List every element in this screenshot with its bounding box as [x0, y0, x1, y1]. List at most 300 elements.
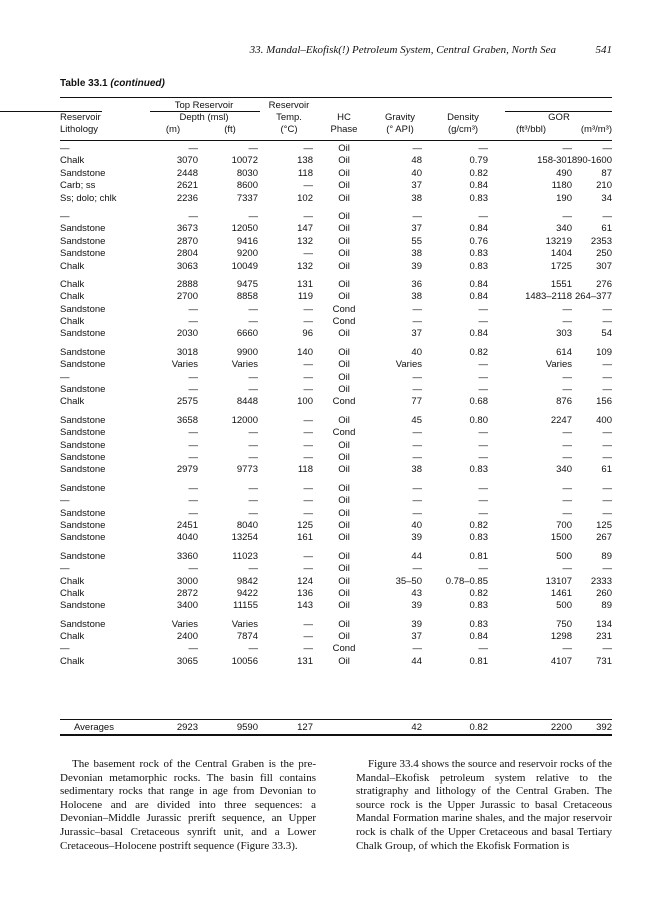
header-temp: Temp.	[276, 112, 302, 123]
cell-density: 0.81	[469, 655, 488, 667]
cell-density: —	[478, 303, 488, 315]
cell-gor-m3m3: 267	[596, 532, 612, 544]
averages-depth-ft: 9590	[236, 722, 258, 733]
cell-depth-ft: —	[248, 439, 258, 451]
cell-temp: —	[303, 631, 313, 643]
header-phase: Phase	[330, 124, 358, 135]
cell-density: 0.82	[469, 519, 488, 531]
table-row	[60, 631, 612, 643]
cell-gor-ft3bbl: 1298	[550, 631, 572, 643]
table-row	[60, 619, 612, 631]
cell-gravity: 37	[411, 328, 422, 340]
averages-gor-m3m3: 392	[596, 722, 612, 733]
cell-lithology: Chalk	[60, 155, 85, 167]
table-row	[60, 588, 612, 600]
cell-gravity: 36	[411, 278, 422, 290]
cell-phase: Oil	[338, 346, 350, 358]
cell-depth-m: 3000	[176, 575, 198, 587]
cell-depth-ft: 9773	[236, 464, 258, 476]
table-row	[60, 440, 612, 452]
cell-lithology: Sandstone	[60, 507, 106, 519]
cell-gor-ft3bbl: —	[562, 210, 572, 222]
cell-lithology: Chalk	[60, 291, 85, 303]
cell-lithology: Sandstone	[60, 235, 106, 247]
table-row	[60, 347, 612, 359]
cell-phase: Oil	[338, 655, 350, 667]
table-row	[60, 328, 612, 340]
cell-gor-m3m3: 890-1600	[571, 155, 612, 167]
cell-depth-ft: 9422	[236, 587, 258, 599]
cell-density: 0.83	[469, 192, 488, 204]
cell-gor-m3m3: 210	[596, 180, 612, 192]
cell-temp: 132	[297, 235, 313, 247]
cell-gor-m3m3: 2353	[590, 235, 612, 247]
cell-temp: 138	[297, 155, 313, 167]
cell-gravity: —	[412, 427, 422, 439]
table-averages-rule	[60, 719, 612, 720]
cell-gor-ft3bbl: —	[562, 427, 572, 439]
cell-phase: Oil	[338, 519, 350, 531]
cell-depth-m: 2451	[176, 519, 198, 531]
cell-depth-ft: Varies	[231, 359, 258, 371]
cell-depth-ft: —	[248, 316, 258, 328]
cell-phase: Oil	[338, 600, 350, 612]
cell-depth-m: 3070	[176, 155, 198, 167]
cell-gor-ft3bbl: 340	[556, 464, 572, 476]
cell-gor-m3m3: 61	[601, 464, 612, 476]
cell-gor-ft3bbl: 1404	[550, 248, 572, 260]
cell-gor-m3m3: —	[602, 427, 612, 439]
cell-depth-m: Varies	[171, 618, 198, 630]
cell-density: —	[478, 643, 488, 655]
table-caption	[60, 78, 165, 89]
cell-gor-ft3bbl: 1483–2118	[525, 291, 572, 303]
cell-depth-ft: 9200	[236, 248, 258, 260]
cell-gor-m3m3: 89	[601, 550, 612, 562]
paragraph-figure-33-4: Figure 33.4 shows the source and reservoir rocks of the Mandal–Ekofisk petroleum system relative to the stratigraphy and lithology of the Central Graben. The source rock is the Upper Jurassic to basal Cretaceous Mandal Formation marine shales, and the major reservoir rock is chalk of the Upper Cretaceous and basal Tertiary Chalk Group, of which the Ekofisk Formation is	[356, 758, 612, 852]
cell-lithology: —	[60, 210, 70, 222]
cell-depth-ft: 9475	[236, 278, 258, 290]
cell-density: 0.84	[469, 180, 488, 192]
cell-gor-ft3bbl: —	[562, 451, 572, 463]
cell-temp: —	[303, 359, 313, 371]
cell-depth-m: 2979	[176, 464, 198, 476]
cell-gravity: 48	[411, 155, 422, 167]
cell-gor-ft3bbl: Varies	[545, 359, 572, 371]
cell-lithology: Chalk	[60, 655, 85, 667]
cell-lithology: Chalk	[60, 631, 85, 643]
cell-gor-m3m3: —	[602, 210, 612, 222]
cell-phase: Oil	[338, 167, 350, 179]
cell-depth-ft: Varies	[231, 618, 258, 630]
cell-phase: Oil	[338, 278, 350, 290]
averages-gravity: 42	[411, 722, 422, 733]
cell-depth-ft: 10056	[231, 655, 258, 667]
cell-gravity: 44	[411, 655, 422, 667]
cell-temp: 102	[297, 192, 313, 204]
cell-temp: 118	[297, 167, 313, 179]
cell-phase: Oil	[338, 192, 350, 204]
cell-depth-m: 3658	[176, 414, 198, 426]
cell-gor-ft3bbl: 876	[556, 396, 572, 408]
cell-lithology: Sandstone	[60, 464, 106, 476]
cell-depth-m: —	[188, 495, 198, 507]
cell-gor-m3m3: 89	[601, 600, 612, 612]
cell-depth-ft: —	[248, 427, 258, 439]
table-row	[60, 180, 612, 192]
averages-label: Averages	[74, 722, 114, 733]
cell-gor-m3m3: —	[602, 495, 612, 507]
cell-density: —	[478, 439, 488, 451]
cell-gor-m3m3: 276	[596, 278, 612, 290]
cell-gor-ft3bbl: —	[562, 482, 572, 494]
cell-gor-ft3bbl: —	[562, 384, 572, 396]
cell-density: —	[478, 143, 488, 154]
cell-depth-ft: —	[248, 482, 258, 494]
table-row	[60, 452, 612, 464]
cell-gravity: 40	[411, 346, 422, 358]
cell-phase: Oil	[338, 155, 350, 167]
cell-depth-ft: 8858	[236, 291, 258, 303]
cell-density: 0.84	[469, 291, 488, 303]
cell-gor-ft3bbl: —	[562, 143, 572, 154]
cell-depth-m: —	[188, 563, 198, 575]
cell-gravity: 55	[411, 235, 422, 247]
cell-depth-m: —	[188, 643, 198, 655]
cell-depth-ft: —	[248, 210, 258, 222]
cell-phase: Oil	[338, 328, 350, 340]
cell-phase: Oil	[338, 587, 350, 599]
cell-density: 0.83	[469, 618, 488, 630]
header-unit-api: (° API)	[386, 124, 414, 135]
cell-density: 0.68	[469, 396, 488, 408]
cell-gravity: —	[412, 384, 422, 396]
table-row	[60, 384, 612, 396]
cell-gor-ft3bbl: 158-301	[537, 155, 572, 167]
cell-gor-m3m3: 2333	[590, 575, 612, 587]
cell-gravity: 77	[411, 396, 422, 408]
cell-temp: 140	[297, 346, 313, 358]
cell-gravity: —	[412, 507, 422, 519]
cell-gor-ft3bbl: —	[562, 495, 572, 507]
cell-gravity: 37	[411, 631, 422, 643]
cell-density: —	[478, 482, 488, 494]
table-row	[60, 304, 612, 316]
table-row	[60, 656, 612, 668]
cell-depth-ft: 9416	[236, 235, 258, 247]
cell-depth-ft: 8030	[236, 167, 258, 179]
cell-depth-m: —	[188, 427, 198, 439]
table-row	[60, 427, 612, 439]
cell-temp: —	[303, 143, 313, 154]
cell-depth-m: —	[188, 371, 198, 383]
cell-depth-m: 2030	[176, 328, 198, 340]
cell-phase: Oil	[338, 550, 350, 562]
cell-temp: —	[303, 371, 313, 383]
cell-gor-ft3bbl: 700	[556, 519, 572, 531]
cell-gor-ft3bbl: —	[562, 439, 572, 451]
table-row	[60, 520, 612, 532]
cell-density: 0.84	[469, 223, 488, 235]
cell-gravity: 39	[411, 260, 422, 272]
cell-gor-m3m3: 34	[601, 192, 612, 204]
cell-lithology: —	[60, 643, 70, 655]
cell-phase: Oil	[338, 532, 350, 544]
table-row	[60, 261, 612, 273]
cell-gor-m3m3: 731	[596, 655, 612, 667]
cell-gravity: —	[412, 643, 422, 655]
table-bottom-rule	[60, 734, 612, 736]
header-depth: Depth (msl)	[179, 112, 229, 123]
header-lithology: Lithology	[60, 124, 99, 135]
cell-gravity: 38	[411, 248, 422, 260]
cell-depth-m: 2700	[176, 291, 198, 303]
cell-temp: —	[303, 618, 313, 630]
cell-density: —	[478, 210, 488, 222]
table-caption-label: Table 33.1	[60, 78, 108, 89]
cell-density: —	[478, 451, 488, 463]
cell-lithology: Sandstone	[60, 427, 106, 439]
cell-gor-m3m3: 54	[601, 328, 612, 340]
body-text-right-column	[356, 758, 612, 853]
cell-depth-m: —	[188, 439, 198, 451]
cell-gravity: 35–50	[395, 575, 422, 587]
cell-depth-m: —	[188, 384, 198, 396]
cell-gor-m3m3: —	[602, 451, 612, 463]
cell-gor-m3m3: —	[602, 359, 612, 371]
cell-phase: Oil	[338, 507, 350, 519]
cell-depth-ft: —	[248, 451, 258, 463]
cell-lithology: Sandstone	[60, 167, 106, 179]
table-row	[60, 464, 612, 476]
cell-gor-ft3bbl: —	[562, 316, 572, 328]
cell-gor-m3m3: 307	[596, 260, 612, 272]
cell-density: 0.83	[469, 248, 488, 260]
cell-density: —	[478, 427, 488, 439]
cell-gor-m3m3: 400	[596, 414, 612, 426]
cell-temp: —	[303, 482, 313, 494]
table-row	[60, 143, 612, 155]
cell-phase: Oil	[338, 464, 350, 476]
cell-depth-m: —	[188, 303, 198, 315]
cell-temp: —	[303, 210, 313, 222]
cell-density: —	[478, 359, 488, 371]
cell-depth-ft: 8600	[236, 180, 258, 192]
table-row	[60, 643, 612, 655]
cell-density: 0.84	[469, 328, 488, 340]
table-row	[60, 359, 612, 371]
cell-density: 0.84	[469, 631, 488, 643]
cell-gor-m3m3: 134	[596, 618, 612, 630]
table-row	[60, 576, 612, 588]
cell-gor-ft3bbl: 13107	[545, 575, 572, 587]
cell-lithology: Sandstone	[60, 600, 106, 612]
cell-gor-ft3bbl: 500	[556, 550, 572, 562]
cell-phase: Oil	[338, 495, 350, 507]
cell-temp: —	[303, 439, 313, 451]
cell-phase: Oil	[338, 223, 350, 235]
paragraph-basement: The basement rock of the Central Graben is the pre-Devonian metamorphic rocks. The basin fill contains sedimentary rocks that range in age from Devonian to Holocene and are divided into three sequences: a Devonian–Middle Jurassic prerift sequence, an Upper Jurassic–basal Cretaceous synrift unit, and a Lower Cretaceous–Holocene postrift sequence (Figure 33.3).	[60, 758, 316, 852]
cell-density: 0.82	[469, 167, 488, 179]
cell-gor-m3m3: —	[602, 482, 612, 494]
averages-temp: 127	[297, 722, 313, 733]
cell-lithology: Sandstone	[60, 303, 106, 315]
cell-depth-ft: —	[248, 495, 258, 507]
header-reservoir-temp: Reservoir	[268, 100, 310, 111]
table-row	[60, 168, 612, 180]
cell-depth-ft: —	[248, 371, 258, 383]
table-row	[60, 508, 612, 520]
table-row	[60, 223, 612, 235]
cell-gor-ft3bbl: 750	[556, 618, 572, 630]
cell-gravity: 45	[411, 414, 422, 426]
cell-depth-ft: 8448	[236, 396, 258, 408]
cell-density: —	[478, 316, 488, 328]
cell-phase: Oil	[338, 414, 350, 426]
cell-depth-m: 2400	[176, 631, 198, 643]
cell-temp: —	[303, 563, 313, 575]
cell-lithology: Sandstone	[60, 359, 106, 371]
cell-temp: —	[303, 643, 313, 655]
header-underline-reservoir	[0, 111, 102, 112]
table-row	[60, 415, 612, 427]
cell-gor-m3m3: —	[602, 371, 612, 383]
header-underline-depth	[150, 111, 260, 112]
cell-phase: Oil	[338, 451, 350, 463]
cell-temp: —	[303, 495, 313, 507]
cell-density: 0.78–0.85	[445, 575, 488, 587]
cell-gor-m3m3: 250	[596, 248, 612, 260]
cell-depth-m: 2888	[176, 278, 198, 290]
table-row	[60, 483, 612, 495]
running-title: 33. Mandal–Ekofisk(!) Petroleum System, Central Graben, North Sea	[249, 44, 556, 56]
cell-phase: Oil	[338, 235, 350, 247]
cell-phase: Oil	[338, 143, 350, 154]
table-row	[60, 291, 612, 303]
cell-depth-m: 2872	[176, 587, 198, 599]
cell-gravity: 40	[411, 519, 422, 531]
header-row-middle	[60, 112, 612, 124]
cell-depth-ft: 13254	[231, 532, 258, 544]
cell-temp: 124	[297, 575, 313, 587]
cell-gravity: 38	[411, 464, 422, 476]
cell-lithology: Sandstone	[60, 223, 106, 235]
cell-density: 0.84	[469, 278, 488, 290]
cell-lithology: Carb; ss	[60, 180, 96, 192]
table-row	[60, 155, 612, 167]
cell-density: 0.83	[469, 464, 488, 476]
cell-phase: Cond	[332, 427, 356, 439]
cell-gravity: 40	[411, 167, 422, 179]
body-text-left-column	[60, 758, 316, 853]
cell-gor-m3m3: —	[602, 439, 612, 451]
cell-depth-ft: 10072	[231, 155, 258, 167]
cell-gor-ft3bbl: 1500	[550, 532, 572, 544]
cell-lithology: —	[60, 371, 70, 383]
cell-gor-ft3bbl: 1180	[551, 180, 572, 192]
cell-depth-m: —	[188, 507, 198, 519]
cell-depth-m: —	[188, 316, 198, 328]
cell-gor-ft3bbl: 1461	[550, 587, 572, 599]
cell-lithology: Sandstone	[60, 384, 106, 396]
cell-gravity: 37	[411, 180, 422, 192]
cell-phase: Oil	[338, 359, 350, 371]
cell-temp: —	[303, 550, 313, 562]
cell-temp: —	[303, 507, 313, 519]
cell-phase: Cond	[332, 396, 356, 408]
cell-gor-ft3bbl: 614	[556, 346, 572, 358]
cell-gor-m3m3: 109	[596, 346, 612, 358]
cell-gor-m3m3: —	[602, 384, 612, 396]
cell-lithology: Sandstone	[60, 414, 106, 426]
cell-depth-ft: 11155	[232, 600, 258, 612]
cell-gor-ft3bbl: 4107	[550, 655, 572, 667]
cell-phase: Cond	[332, 316, 356, 328]
averages-row	[60, 721, 612, 734]
cell-lithology: —	[60, 495, 70, 507]
header-unit-c: (°C)	[280, 124, 298, 135]
page-number: 541	[595, 44, 612, 56]
cell-depth-ft: —	[248, 384, 258, 396]
table-row	[60, 600, 612, 612]
cell-phase: Oil	[338, 563, 350, 575]
cell-gravity: Varies	[395, 359, 422, 371]
cell-phase: Oil	[338, 260, 350, 272]
header-gor: GOR	[548, 112, 570, 123]
cell-temp: —	[303, 248, 313, 260]
cell-lithology: —	[60, 563, 70, 575]
cell-gravity: 37	[411, 223, 422, 235]
averages-depth-m: 2923	[176, 722, 198, 733]
cell-temp: —	[303, 384, 313, 396]
header-unit-ft3bbl: (ft³/bbl)	[515, 124, 547, 135]
cell-gravity: 38	[411, 192, 422, 204]
cell-density: —	[478, 371, 488, 383]
cell-depth-m: 3400	[176, 600, 198, 612]
cell-gravity: 43	[411, 587, 422, 599]
cell-density: 0.83	[469, 600, 488, 612]
cell-depth-ft: —	[248, 643, 258, 655]
header-density: Density	[447, 112, 479, 123]
cell-gor-m3m3: 87	[601, 167, 612, 179]
table-header	[60, 100, 612, 136]
cell-temp: —	[303, 180, 313, 192]
table-row	[60, 193, 612, 205]
cell-temp: —	[303, 427, 313, 439]
cell-density: —	[478, 495, 488, 507]
cell-gravity: —	[412, 495, 422, 507]
cell-depth-ft: —	[248, 143, 258, 154]
cell-temp: 143	[297, 600, 313, 612]
cell-temp: 132	[297, 260, 313, 272]
cell-depth-ft: —	[248, 303, 258, 315]
cell-lithology: Chalk	[60, 260, 85, 272]
cell-depth-ft: —	[248, 563, 258, 575]
cell-gor-ft3bbl: —	[562, 507, 572, 519]
cell-depth-m: —	[188, 451, 198, 463]
cell-density: —	[478, 507, 488, 519]
cell-depth-m: 3673	[176, 223, 198, 235]
cell-gravity: 38	[411, 291, 422, 303]
cell-depth-m: 2804	[176, 248, 198, 260]
cell-temp: —	[303, 303, 313, 315]
table-top-rule	[60, 97, 612, 98]
cell-depth-m: 4040	[176, 532, 198, 544]
cell-lithology: Sandstone	[60, 532, 106, 544]
cell-density: 0.80	[469, 414, 488, 426]
cell-lithology: —	[60, 143, 70, 154]
cell-depth-m: Varies	[171, 359, 198, 371]
